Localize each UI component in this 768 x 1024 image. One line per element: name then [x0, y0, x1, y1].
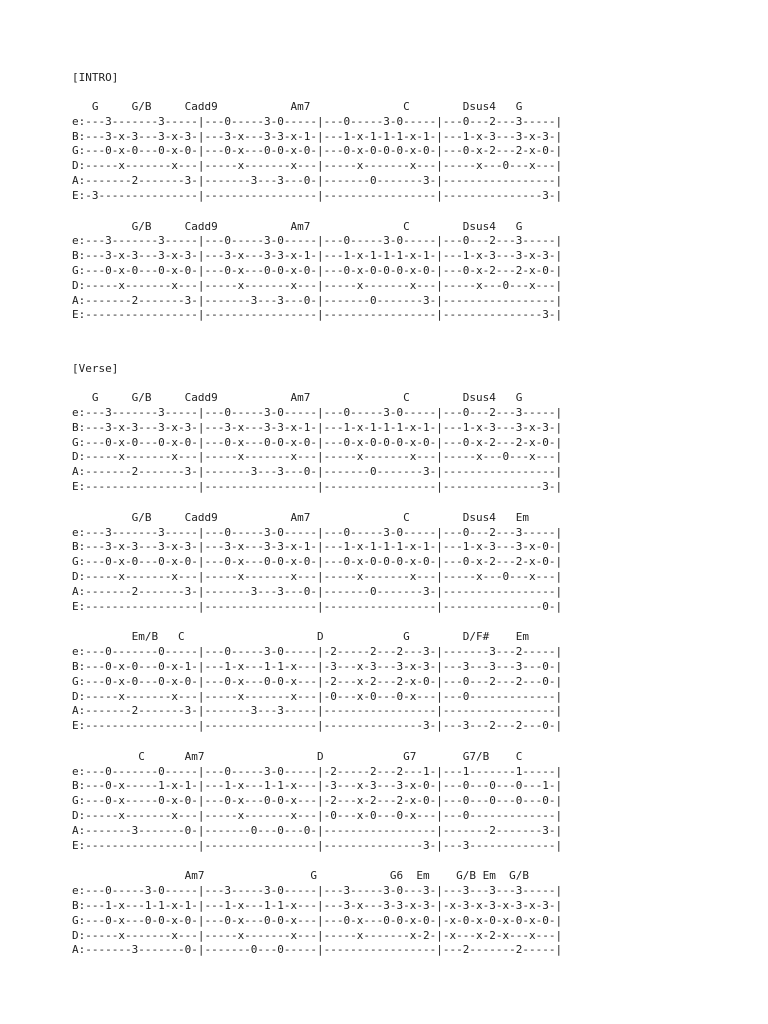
tab-string-E: E:-----------------|-----------------|-----------------|---------------0-| — [72, 599, 563, 613]
tab-string-G: G:---0-x-0---0-x-0-|---0-x---0-0-x-0-|---0-x-0-0-0-x-0-|---0-x-2---2-x-0-| — [72, 263, 563, 277]
tab-string-E: E:-----------------|-----------------|-----------------|---------------3-| — [72, 308, 563, 322]
chord-line: G/B Cadd9 Am7 C Dsus4 Em — [72, 510, 529, 524]
tab-string-B: B:---3-x-3---3-x-3-|---3-x---3-3-x-1-|---1-x-1-1-1-x-1-|---1-x-3---3-x-3-| — [72, 420, 563, 434]
tab-string-E: E:-----------------|-----------------|---------------3-|---3---2---2---0-| — [72, 719, 563, 733]
tab-string-G: G:---0-x-0---0-x-0-|---0-x---0-0-x-0-|---0-x-0-0-0-x-0-|---0-x-2---2-x-0-| — [72, 555, 563, 569]
tab-string-B: B:---3-x-3---3-x-3-|---3-x---3-3-x-1-|---1-x-1-1-1-x-1-|---1-x-3---3-x-0-| — [72, 540, 563, 554]
tab-block — [72, 869, 562, 958]
tab-string-A: A:-------3-------0-|-------0---0-----|-----------------|---2-------2-----| — [72, 943, 563, 957]
tab-string-G: G:---0-x-----0-x-0-|---0-x---0-0-x---|-2---x-2---2-x-0-|---0---0---0---0-| — [72, 794, 563, 808]
tab-block — [72, 100, 562, 204]
tab-string-e: e:---0-------0-----|---0-----3-0-----|-2-----2---2---3-|-------3---2-----| — [72, 645, 563, 659]
tab-string-D: D:-----x-------x---|-----x-------x---|-----x-------x---|-----x---0---x---| — [72, 278, 563, 292]
tab-string-e: e:---3-------3-----|---0-----3-0-----|---0-----3-0-----|---0---2---3-----| — [72, 405, 563, 419]
tab-string-e: e:---0-------0-----|---0-----3-0-----|-2-----2---2---1-|---1-------1-----| — [72, 764, 563, 778]
section-label: [INTRO] — [72, 71, 119, 84]
tab-string-D: D:-----x-------x---|-----x-------x---|-----x-------x---|-----x---0---x---| — [72, 569, 563, 583]
section-verse — [72, 361, 562, 958]
tab-string-e: e:---3-------3-----|---0-----3-0-----|---0-----3-0-----|---0---2---3-----| — [72, 234, 563, 248]
section-label: [Verse] — [72, 362, 119, 376]
tab-string-A: A:-------2-------3-|-------3---3---0-|-------0-------3-|-----------------| — [72, 584, 563, 598]
tab-string-e: e:---0-----3-0-----|---3-----3-0-----|---3-----3-0---3-|---3---3---3-----| — [72, 884, 563, 898]
tab-string-A: A:-------2-------3-|-------3---3-----|-----------------|-----------------| — [72, 704, 563, 718]
tab-string-B: B:---0-x-----1-x-1-|---1-x---1-1-x---|-3---x-3---3-x-0-|---0---0---0---1-| — [72, 779, 563, 793]
tab-block — [72, 750, 562, 854]
section-intro — [72, 70, 562, 323]
tab-string-G: G:---0-x---0-0-x-0-|---0-x---0-0-x---|---0-x---0-0-x-0-|-x-0-x-0-x-0-x-0-| — [72, 913, 563, 927]
tab-string-e: e:---3-------3-----|---0-----3-0-----|---0-----3-0-----|---0---2---3-----| — [72, 114, 563, 128]
tab-string-D: D:-----x-------x---|-----x-------x---|-----x-------x---|-----x---0---x---| — [72, 450, 563, 464]
chord-line: C Am7 D G7 G7/B C — [72, 749, 523, 763]
tab-string-E: E:-----------------|-----------------|---------------3-|---3-------------| — [72, 838, 563, 852]
chord-line: G G/B Cadd9 Am7 C Dsus4 G — [72, 391, 523, 405]
tab-string-G: G:---0-x-0---0-x-0-|---0-x---0-0-x---|-2---x-2---2-x-0-|---0---2---2---0-| — [72, 674, 563, 688]
tab-string-D: D:-----x-------x---|-----x-------x---|-0---x-0---0-x---|---0-------------| — [72, 689, 563, 703]
chord-line: G/B Cadd9 Am7 C Dsus4 G — [72, 219, 523, 233]
tab-string-E: E:-----------------|-----------------|-----------------|---------------3-| — [72, 479, 563, 493]
tab-block — [72, 391, 562, 495]
tab-string-A: A:-------2-------3-|-------3---3---0-|-------0-------3-|-----------------| — [72, 173, 563, 187]
tab-string-B: B:---0-x-0---0-x-1-|---1-x---1-1-x---|-3---x-3---3-x-3-|---3---3---3---0-| — [72, 659, 563, 673]
tab-string-G: G:---0-x-0---0-x-0-|---0-x---0-0-x-0-|---0-x-0-0-0-x-0-|---0-x-2---2-x-0-| — [72, 144, 563, 158]
tab-string-D: D:-----x-------x---|-----x-------x---|-0---x-0---0-x---|---0-------------| — [72, 809, 563, 823]
tab-block — [72, 630, 562, 734]
tab-string-B: B:---1-x---1-1-x-1-|---1-x---1-1-x---|---3-x---3-3-x-3-|-x-3-x-3-x-3-x-3-| — [72, 899, 563, 913]
tab-string-E: E:-3---------------|-----------------|-----------------|---------------3-| — [72, 188, 563, 202]
chord-line: Am7 G G6 Em G/B Em G/B — [72, 869, 529, 883]
chord-line: G G/B Cadd9 Am7 C Dsus4 G — [72, 100, 523, 113]
tab-sheet — [72, 70, 562, 974]
chord-line: Em/B C D G D/F# Em — [72, 630, 529, 644]
tab-string-B: B:---3-x-3---3-x-3-|---3-x---3-3-x-1-|---1-x-1-1-1-x-1-|---1-x-3---3-x-3-| — [72, 129, 563, 143]
tab-string-D: D:-----x-------x---|-----x-------x---|-----x-------x---|-----x---0---x---| — [72, 159, 563, 173]
tab-string-D: D:-----x-------x---|-----x-------x---|-----x-------x-2-|-x---x-2-x---x---| — [72, 928, 563, 942]
tab-string-A: A:-------3-------0-|-------0---0---0-|-----------------|-------2-------3-| — [72, 823, 563, 837]
tab-block — [72, 511, 562, 615]
tab-string-A: A:-------2-------3-|-------3---3---0-|-------0-------3-|-----------------| — [72, 293, 563, 307]
tab-string-B: B:---3-x-3---3-x-3-|---3-x---3-3-x-1-|---1-x-1-1-1-x-1-|---1-x-3---3-x-3-| — [72, 249, 563, 263]
tab-string-A: A:-------2-------3-|-------3---3---0-|-------0-------3-|-----------------| — [72, 465, 563, 479]
tab-string-G: G:---0-x-0---0-x-0-|---0-x---0-0-x-0-|---0-x-0-0-0-x-0-|---0-x-2---2-x-0-| — [72, 435, 563, 449]
tab-string-e: e:---3-------3-----|---0-----3-0-----|---0-----3-0-----|---0---2---3-----| — [72, 525, 563, 539]
tab-block — [72, 220, 562, 324]
